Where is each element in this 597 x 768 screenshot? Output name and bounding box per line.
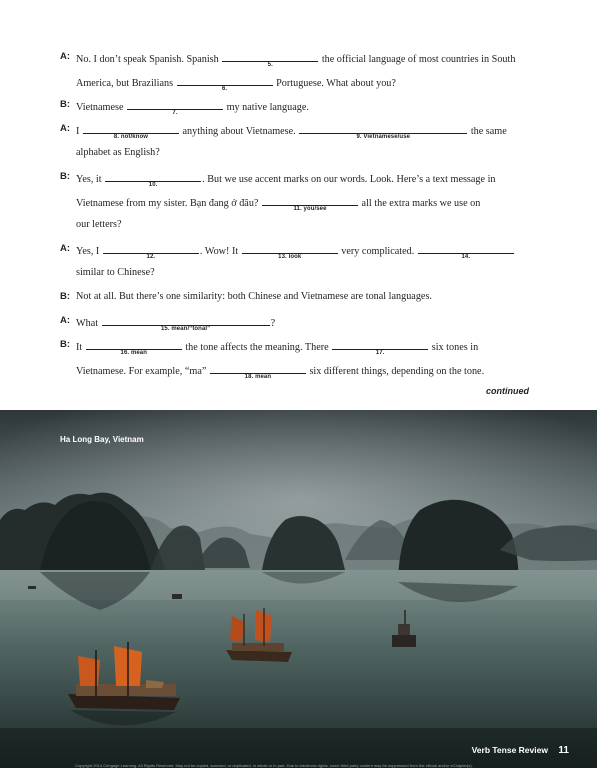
text-segment: Vietnamese — [76, 102, 127, 113]
dialogue-text — [76, 146, 160, 160]
speaker-label: B: — [60, 171, 71, 182]
text-segment: . But we use accent marks on our words. Look. Here’s a text message in — [202, 174, 496, 185]
dialogue-text — [76, 74, 396, 91]
blank-label: 6. — [221, 86, 228, 92]
dialogue-text — [76, 362, 484, 379]
blank-label: 10. — [148, 182, 158, 188]
dialogue-text — [76, 170, 496, 187]
text-segment: similar to Chinese? — [76, 267, 155, 278]
dialogue-text — [76, 50, 515, 67]
blank-label: 9. Vietnamese/use — [356, 134, 411, 140]
blank-label: 16. mean — [120, 350, 148, 356]
blank-label: 11. you/see — [293, 206, 327, 212]
answer-blank[interactable] — [210, 362, 306, 380]
text-segment: It — [76, 342, 85, 353]
answer-blank[interactable] — [86, 338, 182, 356]
speaker-label: B: — [60, 291, 71, 302]
speaker-label: A: — [60, 243, 71, 254]
dialogue-text — [76, 218, 122, 232]
answer-blank[interactable] — [177, 74, 273, 92]
speaker-label: B: — [60, 99, 71, 110]
dialogue-text — [76, 266, 155, 280]
text-segment: my native language. — [224, 102, 309, 113]
blank-label: 15. mean/“tonal” — [160, 326, 211, 332]
blank-label: 7. — [172, 110, 178, 116]
text-segment: six different things, depending on the tone. — [306, 366, 485, 377]
photo-caption: Ha Long Bay, Vietnam — [60, 435, 144, 444]
text-segment: the tone affects the meaning. There — [182, 342, 332, 353]
text-segment: all the extra marks we use on — [359, 198, 481, 209]
text-segment: Portuguese. What about you? — [273, 78, 396, 89]
dialogue-text — [76, 242, 515, 259]
text-segment: Not at all. But there’s one similarity: both Chinese and Vietnamese are tonal languages. — [76, 291, 432, 302]
text-segment: No. I don’t speak Spanish. Spanish — [76, 54, 222, 65]
blank-label: 12. — [146, 254, 156, 260]
page-number: 11 — [558, 745, 569, 756]
dialogue-text — [76, 314, 275, 331]
page-footer — [472, 740, 569, 758]
text-segment: What — [76, 318, 101, 329]
answer-blank[interactable] — [222, 50, 318, 68]
text-segment: anything about Vietnamese. — [179, 126, 299, 137]
dialogue-text — [76, 290, 432, 304]
speaker-label: A: — [60, 315, 71, 326]
text-segment: Yes, I — [76, 246, 102, 257]
blank-label: 13. look — [278, 254, 302, 260]
blank-label: 17. — [375, 350, 385, 356]
footer-section-title: Verb Tense Review — [471, 745, 548, 755]
blank-label: 14. — [461, 254, 471, 260]
continued-note: continued — [486, 386, 529, 396]
blank-label: 8. not/know — [113, 134, 148, 140]
text-segment: six tones in — [429, 342, 479, 353]
text-segment: Vietnamese. For example, “ma” — [76, 366, 209, 377]
dialogue-text — [76, 98, 309, 115]
blank-label: 5. — [267, 62, 273, 68]
answer-blank[interactable] — [83, 122, 179, 140]
text-segment: I — [76, 126, 82, 137]
text-segment: alphabet as English? — [76, 147, 160, 158]
text-segment: Vietnamese from my sister. Bạn đang ở đâu? — [76, 198, 261, 209]
answer-blank[interactable] — [242, 242, 338, 260]
text-segment: our letters? — [76, 219, 122, 230]
speaker-label: A: — [60, 123, 71, 134]
photo-ha-long-bay — [0, 410, 597, 768]
blank-label: 18. mean — [244, 374, 272, 380]
answer-blank[interactable] — [332, 338, 428, 356]
answer-blank[interactable] — [127, 98, 223, 116]
answer-blank[interactable] — [299, 122, 467, 140]
text-segment: . Wow! It — [199, 246, 241, 257]
text-segment: the official language of most countries in South — [319, 54, 516, 65]
dialogue-text — [76, 338, 478, 355]
answer-blank[interactable] — [418, 242, 514, 260]
landscape-photo-icon — [0, 410, 597, 768]
text-segment: very complicated. — [338, 246, 417, 257]
dialogue-text — [76, 122, 507, 139]
text-segment: America, but Brazilians — [76, 78, 176, 89]
text-segment: Yes, it — [76, 174, 105, 185]
answer-blank[interactable] — [262, 194, 358, 212]
answer-blank[interactable] — [103, 242, 199, 260]
answer-blank[interactable] — [105, 170, 201, 188]
speaker-label: A: — [60, 51, 71, 62]
text-segment: ? — [270, 318, 276, 329]
dialogue-text — [76, 194, 480, 211]
answer-blank[interactable] — [102, 314, 270, 332]
copyright-notice: Copyright 2014 Cengage Learning. All Rights Reserved. May not be copied, scanned, or duplicated, in whole or in part. Due to electronic rights, some third party content may be suppressed from the eBook and/or eChapter(s). — [75, 763, 473, 768]
text-segment: the same — [468, 126, 507, 137]
speaker-label: B: — [60, 339, 71, 350]
